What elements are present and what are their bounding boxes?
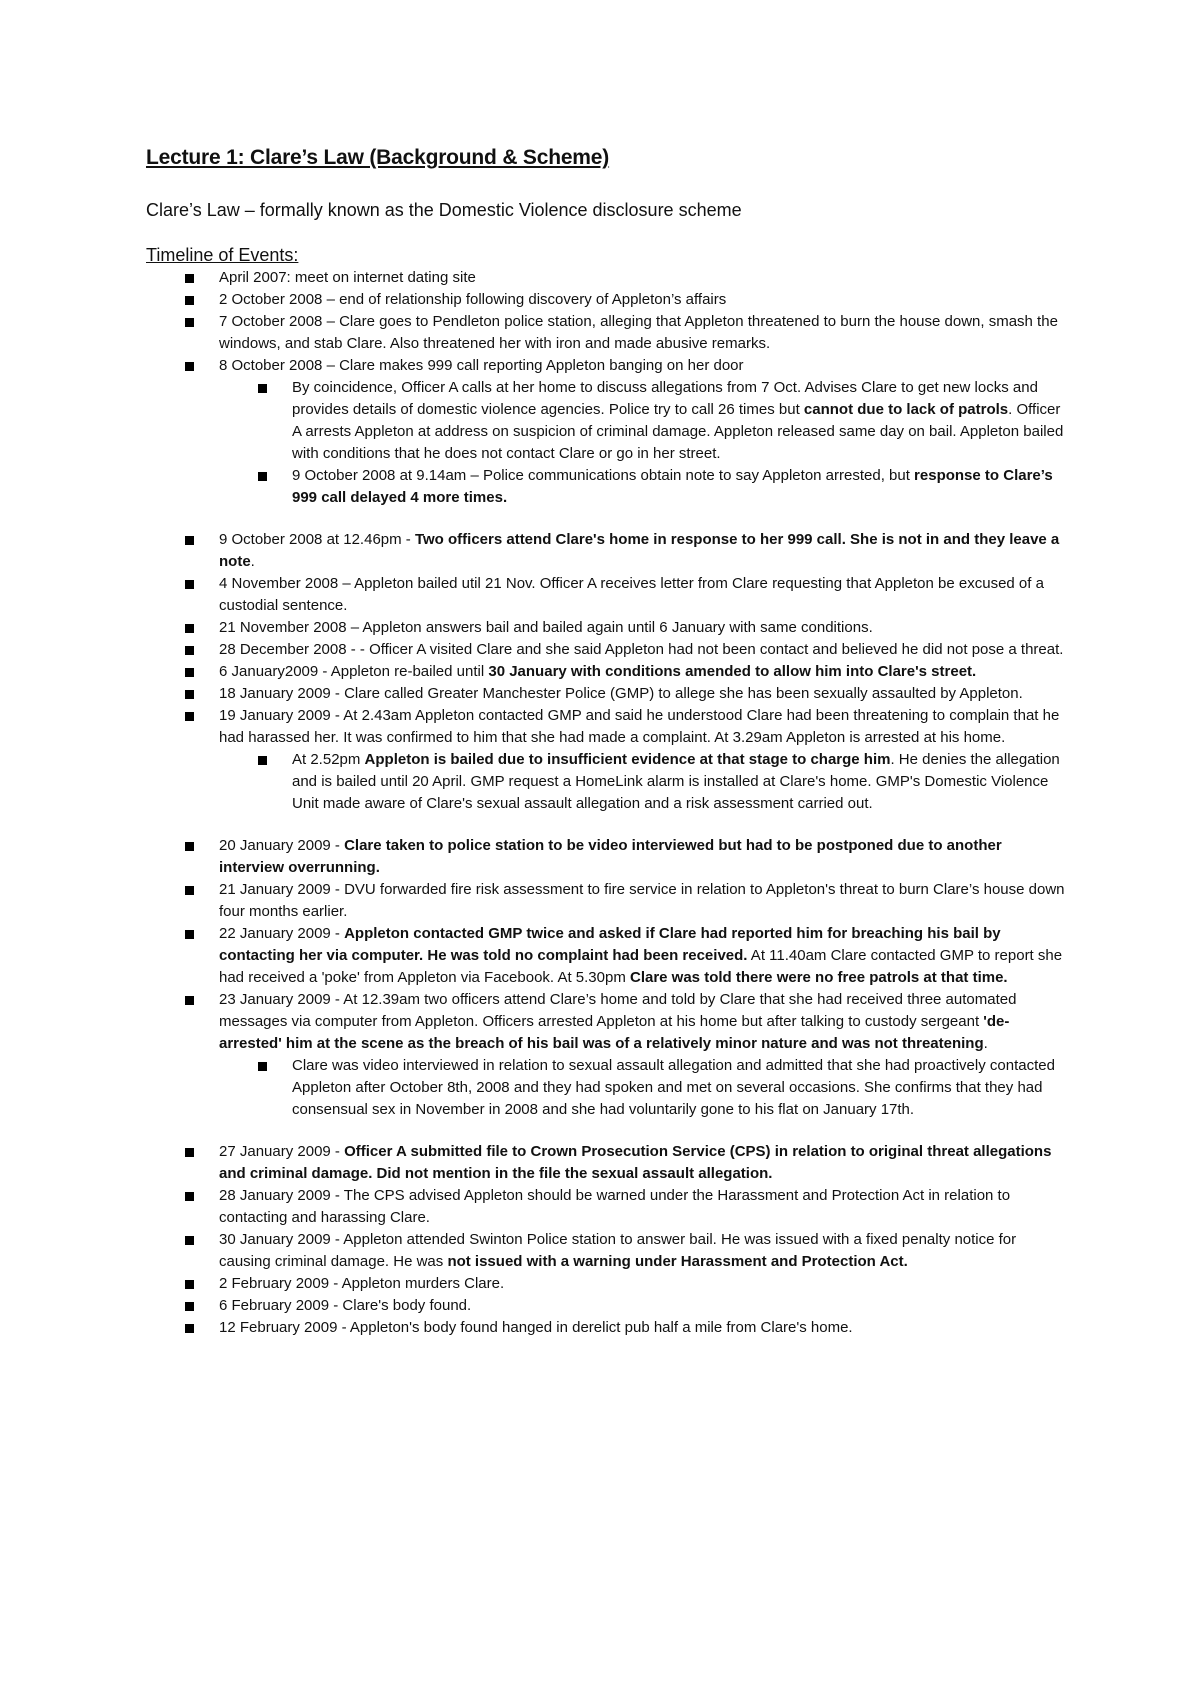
timeline-item xyxy=(146,355,1066,509)
timeline-item xyxy=(146,683,1066,705)
timeline-item-text xyxy=(219,1187,1010,1226)
timeline-item xyxy=(146,573,1066,617)
text-segment: 9 October 2008 at 9.14am – Police communications obtain note to say Appleton arrested, but xyxy=(292,467,915,484)
timeline-item xyxy=(146,529,1066,573)
square-bullet-icon xyxy=(185,842,194,851)
timeline-sublist xyxy=(219,377,1066,509)
timeline-item-text xyxy=(219,881,1065,920)
square-bullet-icon xyxy=(185,1324,194,1333)
square-bullet-icon xyxy=(185,1302,194,1311)
text-segment: 30 January 2009 - Appleton attended Swinton Police station to answer bail. He was issued with a fixed penalty notice for causing criminal damage. He was xyxy=(219,1231,1017,1270)
timeline-item-text xyxy=(219,575,1044,614)
square-bullet-icon xyxy=(185,930,194,939)
bold-text-segment: 'de-arrested' him at the scene as the breach of his bail was of a relatively minor nature and was not threatening xyxy=(219,1013,1010,1052)
square-bullet-icon xyxy=(185,1148,194,1157)
square-bullet-icon xyxy=(185,1192,194,1201)
timeline-item-text xyxy=(219,685,1023,702)
text-segment: 18 January 2009 - Clare called Greater Manchester Police (GMP) to allege she has been sexually assaulted by Appleton. xyxy=(219,685,1023,702)
square-bullet-icon xyxy=(258,1062,267,1071)
timeline-item-text xyxy=(219,269,476,286)
text-segment: 20 January 2009 - xyxy=(219,837,345,854)
bold-text-segment: response to Clare’s 999 call delayed 4 more times. xyxy=(292,467,1053,506)
timeline-item-text xyxy=(219,619,873,636)
timeline-sublist xyxy=(219,749,1066,815)
timeline-item xyxy=(146,639,1066,661)
timeline-list xyxy=(146,267,1066,1339)
timeline-item-text xyxy=(219,991,1016,1052)
text-segment: By coincidence, Officer A calls at her home to discuss allegations from 7 Oct. Advises Clare to get new locks and provides details of domestic violence agencies. Police try to call 26 times but xyxy=(292,379,1038,418)
timeline-item-text xyxy=(219,313,1058,352)
text-segment: 28 December 2008 - - Officer A visited Clare and she said Appleton had not been contact and believed he did not pose a threat. xyxy=(219,641,1064,658)
timeline-subitem xyxy=(146,465,1066,509)
text-segment: . xyxy=(250,553,255,570)
timeline-item-text xyxy=(219,357,744,374)
text-segment: . Officer A arrests Appleton at address on suspicion of criminal damage. Appleton released same day on bail. Appleton bailed with conditions that he does not contact Clare or go in her street. xyxy=(292,401,1064,462)
square-bullet-icon xyxy=(185,1236,194,1245)
timeline-item xyxy=(146,1141,1066,1185)
timeline-item-text xyxy=(292,379,1063,462)
timeline-subitem xyxy=(146,749,1066,815)
timeline-item-text xyxy=(219,531,1059,570)
text-segment: Clare was video interviewed in relation to sexual assault allegation and admitted that she had proactively contacted Appleton after October 8th, 2008 and they had spoken and met on several occasions. She confirms that they had consensual sex in November in 2008 and she had voluntarily gone to his flat on January 17th. xyxy=(292,1057,1055,1118)
timeline-item-text xyxy=(292,1057,1055,1118)
timeline-item-text xyxy=(292,467,1053,506)
timeline-subitem xyxy=(146,377,1066,465)
timeline-subitem xyxy=(146,1055,1066,1121)
page-title: Lecture 1: Clare’s Law (Background & Scheme) xyxy=(146,146,610,169)
bold-text-segment: 30 January with conditions amended to allow him into Clare's street. xyxy=(488,663,977,680)
timeline-item-text xyxy=(219,707,1059,746)
text-segment: 19 January 2009 - At 2.43am Appleton contacted GMP and said he understood Clare had been threatening to complain that he had harassed her. It was confirmed to him that she had made a complaint. At 3.29am Appleton is arrested at his home. xyxy=(219,707,1060,746)
timeline-sublist xyxy=(219,1055,1066,1121)
bold-text-segment: not issued with a warning under Harassment and Protection Act. xyxy=(447,1253,908,1270)
square-bullet-icon xyxy=(185,536,194,545)
square-bullet-icon xyxy=(185,624,194,633)
timeline-item xyxy=(146,1295,1066,1317)
square-bullet-icon xyxy=(258,472,267,481)
square-bullet-icon xyxy=(185,668,194,677)
text-segment: 8 October 2008 – Clare makes 999 call reporting Appleton banging on her door xyxy=(219,357,744,374)
text-segment: 27 January 2009 - xyxy=(219,1143,345,1160)
timeline-item-text xyxy=(219,925,1062,986)
text-segment: 28 January 2009 - The CPS advised Appleton should be warned under the Harassment and Protection Act in relation to contacting and harassing Clare. xyxy=(219,1187,1011,1226)
text-segment: At 11.40am Clare contacted GMP to report she had received a 'poke' from Appleton via Facebook. At 5.30pm xyxy=(219,947,1063,986)
bold-text-segment: Appleton is bailed due to insufficient evidence at that stage to charge him xyxy=(364,751,891,768)
timeline-item xyxy=(146,1229,1066,1273)
text-segment: 21 January 2009 - DVU forwarded fire risk assessment to fire service in relation to Appleton's threat to burn Clare’s house down four months earlier. xyxy=(219,881,1065,920)
timeline-item xyxy=(146,923,1066,989)
timeline-item xyxy=(146,617,1066,639)
text-segment: April 2007: meet on internet dating site xyxy=(219,269,476,286)
square-bullet-icon xyxy=(185,580,194,589)
timeline-item xyxy=(146,879,1066,923)
bold-text-segment: Officer A submitted file to Crown Prosecution Service (CPS) in relation to original threat allegations and criminal damage. Did not mention in the file the sexual assault allegation. xyxy=(219,1143,1052,1182)
timeline-item xyxy=(146,661,1066,683)
square-bullet-icon xyxy=(185,362,194,371)
square-bullet-icon xyxy=(185,712,194,721)
text-segment: 6 February 2009 - Clare's body found. xyxy=(219,1297,472,1314)
timeline-item xyxy=(146,1317,1066,1339)
text-segment: 23 January 2009 - At 12.39am two officers attend Clare’s home and told by Clare that she had received three automated messages via computer from Appleton. Officers arrested Appleton at his home but after talking to custody sergeant xyxy=(219,991,1017,1030)
text-segment: 2 February 2009 - Appleton murders Clare. xyxy=(219,1275,505,1292)
timeline-item xyxy=(146,267,1066,289)
timeline-item xyxy=(146,835,1066,879)
bold-text-segment: cannot due to lack of patrols xyxy=(803,401,1009,418)
bold-text-segment: Clare taken to police station to be video interviewed but had to be postponed due to another interview overrunning. xyxy=(219,837,1002,876)
text-segment: 12 February 2009 - Appleton's body found hanged in derelict pub half a mile from Clare's home. xyxy=(219,1319,853,1336)
square-bullet-icon xyxy=(185,296,194,305)
timeline-item-text xyxy=(219,1319,853,1336)
text-segment: 4 November 2008 – Appleton bailed util 21 Nov. Officer A receives letter from Clare requesting that Appleton be excused of a custodial sentence. xyxy=(219,575,1044,614)
timeline-item-text xyxy=(219,1275,504,1292)
document-page xyxy=(146,146,1066,1339)
timeline-item-text xyxy=(219,1143,1051,1182)
square-bullet-icon xyxy=(258,756,267,765)
text-segment: 2 October 2008 – end of relationship following discovery of Appleton’s affairs xyxy=(219,291,727,308)
timeline-heading: Timeline of Events: xyxy=(146,245,299,265)
square-bullet-icon xyxy=(185,274,194,283)
square-bullet-icon xyxy=(185,690,194,699)
bold-text-segment: Appleton contacted GMP twice and asked if Clare had reported him for breaching his bail by contacting her via computer. He was told no complaint had been received. xyxy=(219,925,1001,964)
timeline-item xyxy=(146,311,1066,355)
page-subtitle: Clare’s Law – formally known as the Domestic Violence disclosure scheme xyxy=(146,200,742,220)
text-segment: 22 January 2009 - xyxy=(219,925,345,942)
square-bullet-icon xyxy=(185,318,194,327)
timeline-item-text xyxy=(219,291,726,308)
timeline-item xyxy=(146,989,1066,1121)
text-segment: . He denies the allegation and is bailed until 20 April. GMP request a HomeLink alarm is installed at Clare's home. GMP's Domestic Violence Unit made aware of Clare's sexual assault allegation and a risk assessment carried out. xyxy=(292,751,1060,812)
square-bullet-icon xyxy=(185,646,194,655)
square-bullet-icon xyxy=(185,1280,194,1289)
timeline-item-text xyxy=(292,751,1060,812)
timeline-item xyxy=(146,1185,1066,1229)
timeline-item-text xyxy=(219,837,1002,876)
text-segment: At 2.52pm xyxy=(292,751,365,768)
text-segment: 7 October 2008 – Clare goes to Pendleton police station, alleging that Appleton threatened to burn the house down, smash the windows, and stab Clare. Also threatened her with iron and made abusive remarks. xyxy=(219,313,1058,352)
timeline-item xyxy=(146,289,1066,311)
text-segment: 6 January2009 - Appleton re-bailed until xyxy=(219,663,489,680)
text-segment: 9 October 2008 at 12.46pm - xyxy=(219,531,415,548)
timeline-item-text xyxy=(219,641,1063,658)
timeline-item-text xyxy=(219,1297,471,1314)
square-bullet-icon xyxy=(258,384,267,393)
square-bullet-icon xyxy=(185,996,194,1005)
timeline-item xyxy=(146,705,1066,815)
bold-text-segment: Two officers attend Clare's home in response to her 999 call. She is not in and they leave a note xyxy=(219,531,1060,570)
square-bullet-icon xyxy=(185,886,194,895)
text-segment: . xyxy=(983,1035,988,1052)
timeline-item-text xyxy=(219,663,976,680)
bold-text-segment: Clare was told there were no free patrols at that time. xyxy=(629,969,1008,986)
timeline-item-text xyxy=(219,1231,1016,1270)
text-segment: 21 November 2008 – Appleton answers bail and bailed again until 6 January with same conditions. xyxy=(219,619,873,636)
timeline-item xyxy=(146,1273,1066,1295)
